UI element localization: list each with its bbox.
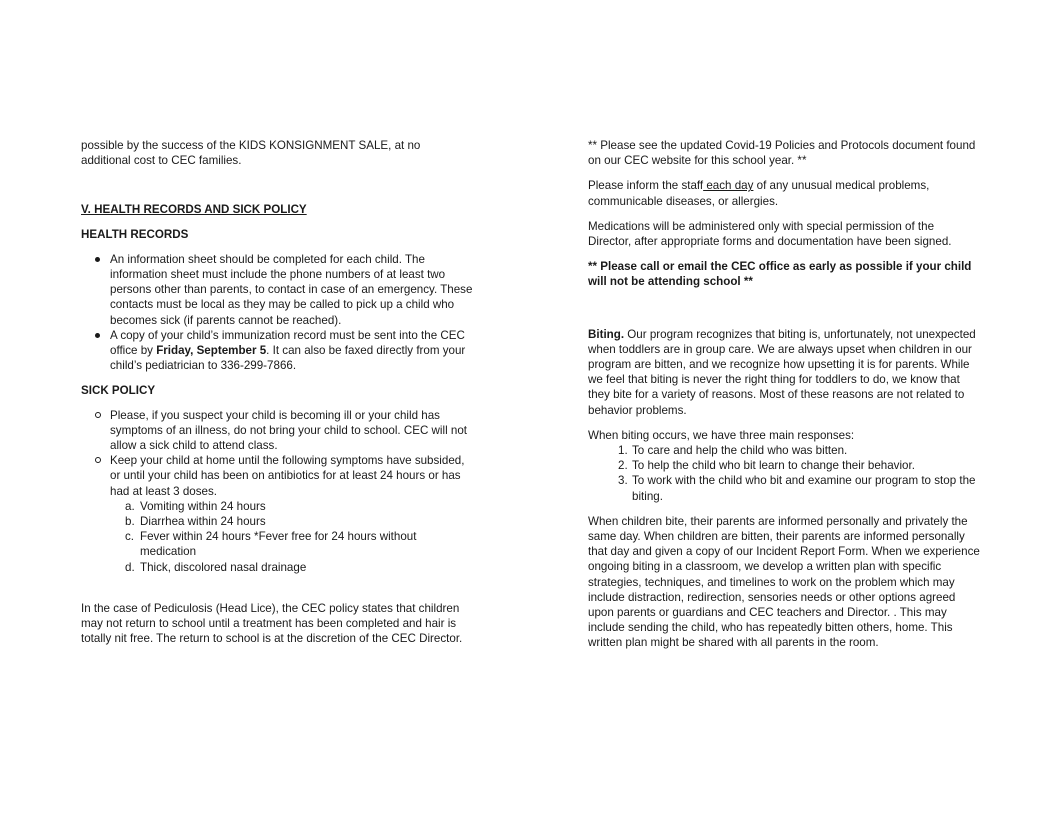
responses-list — [588, 443, 980, 504]
symptom-item — [110, 499, 473, 514]
symptom-marker: d. — [125, 560, 135, 574]
list-item — [81, 408, 473, 454]
biting-closing-paragraph: When children bite, their parents are informed personally and privately the same day. When children are bitten, their parents are informed personally that day and given a copy of our Incident Report Form. When we experience ongoing biting in a classroom, we develop a written plan with specific strategies, techniques, and timelines to work on the problem which may include distraction, redirection, sensories needs or other options agreed upon parents or guardians and CEC teachers and Director. . This may include sending the child, who has repeatedly bitten others, home. This written plan might be shared with all parents in the room. — [588, 514, 980, 650]
lice-policy-paragraph: In the case of Pediculosis (Head Lice), the CEC policy states that children may not return to school until a treatment has been completed and hair is totally nit free. The return to school is at the discretion of the CEC Director. — [81, 601, 463, 646]
list-item — [81, 252, 473, 328]
symptom-text: Thick, discolored nasal drainage — [140, 560, 307, 574]
call-notice: ** Please call or email the CEC office as early as possible if your child will not be attending school ** — [588, 260, 972, 289]
symptom-text: Diarrhea within 24 hours — [140, 515, 266, 529]
right-column — [588, 138, 980, 651]
response-item — [603, 473, 980, 503]
list-item — [81, 453, 473, 575]
biting-text: Our program recognizes that biting is, unfortunately, not unexpected when toddlers are in group care. We are always upset when children in our program are bitten, and we recognize how upsetting it is for parents. While we feel that biting is never the right thing for toddlers to do, we know that they bite for a variety of reasons. Most of these reasons are not related to behavior problems. — [588, 327, 976, 417]
symptom-text: Vomiting within 24 hours — [140, 499, 266, 513]
symptom-item — [110, 529, 473, 559]
left-column — [81, 138, 473, 646]
symptom-item — [110, 560, 473, 575]
health-bullet-2-text: A copy of your child’s immunization record must be sent into the CEC office by — [110, 328, 465, 358]
sick-item-1: Please, if you suspect your child is becoming ill or your child has symptoms of an illness, do not bring your child to school. CEC will not allow a sick child to attend class. — [110, 408, 467, 453]
sick-item-2: Keep your child at home until the following symptoms have subsided, or until your child has been on antibiotics for at least 24 hours or has had at least 3 doses. — [110, 454, 465, 498]
sick-policy-heading: SICK POLICY — [81, 384, 156, 398]
symptom-item — [110, 514, 473, 529]
inform-staff-paragraph — [588, 178, 980, 208]
response-marker: 3. — [618, 474, 628, 488]
symptom-marker: a. — [125, 499, 135, 513]
each-day-emphasis: each day — [703, 179, 754, 193]
health-bullet-1: An information sheet should be completed for each child. The information sheet must include the phone numbers of at least two persons other than parents, to contact in case of an emergency. These contacts must be local as they may be called to pick up a child who becomes sick (if parents cannot be reached). — [110, 252, 473, 327]
inform-tail: of any unusual medical problems, communicable diseases, or allergies. — [588, 179, 930, 208]
responses-intro: When biting occurs, we have three main responses: — [588, 428, 855, 442]
health-bullet-2-tail: . It can also be faxed directly from your child’s pediatrician to 336-299-7866. — [110, 344, 466, 373]
biting-paragraph — [588, 327, 980, 418]
response-item — [603, 458, 980, 473]
response-text: To work with the child who bit and examine our program to stop the biting. — [632, 474, 976, 503]
covid-note: ** Please see the updated Covid-19 Policies and Protocols document found on our CEC website for this school year. ** — [588, 139, 976, 168]
symptom-marker: b. — [125, 515, 135, 529]
response-marker: 1. — [618, 444, 628, 458]
biting-label: Biting. — [588, 327, 625, 341]
response-text: To help the child who bit learn to change their behavior. — [632, 459, 915, 473]
inform-text: Please inform the staff — [588, 179, 704, 193]
section-title: V. HEALTH RECORDS AND SICK POLICY — [81, 203, 307, 217]
immunization-deadline: Friday, September 5 — [156, 344, 267, 358]
response-item — [603, 443, 980, 458]
health-records-list — [81, 252, 473, 374]
list-item — [81, 328, 473, 374]
symptom-list — [110, 499, 473, 575]
intro-paragraph: possible by the success of the KIDS KONSIGNMENT SALE, at no additional cost to CEC families. — [81, 139, 421, 168]
health-records-heading: HEALTH RECORDS — [81, 227, 189, 241]
sick-policy-list — [81, 408, 473, 575]
medications-paragraph: Medications will be administered only with special permission of the Director, after appropriate forms and documentation have been signed. — [588, 219, 952, 249]
response-text: To care and help the child who was bitten. — [632, 444, 848, 458]
symptom-text: Fever within 24 hours *Fever free for 24 hours without medication — [140, 530, 417, 559]
symptom-marker: c. — [125, 530, 135, 544]
response-marker: 2. — [618, 459, 628, 473]
